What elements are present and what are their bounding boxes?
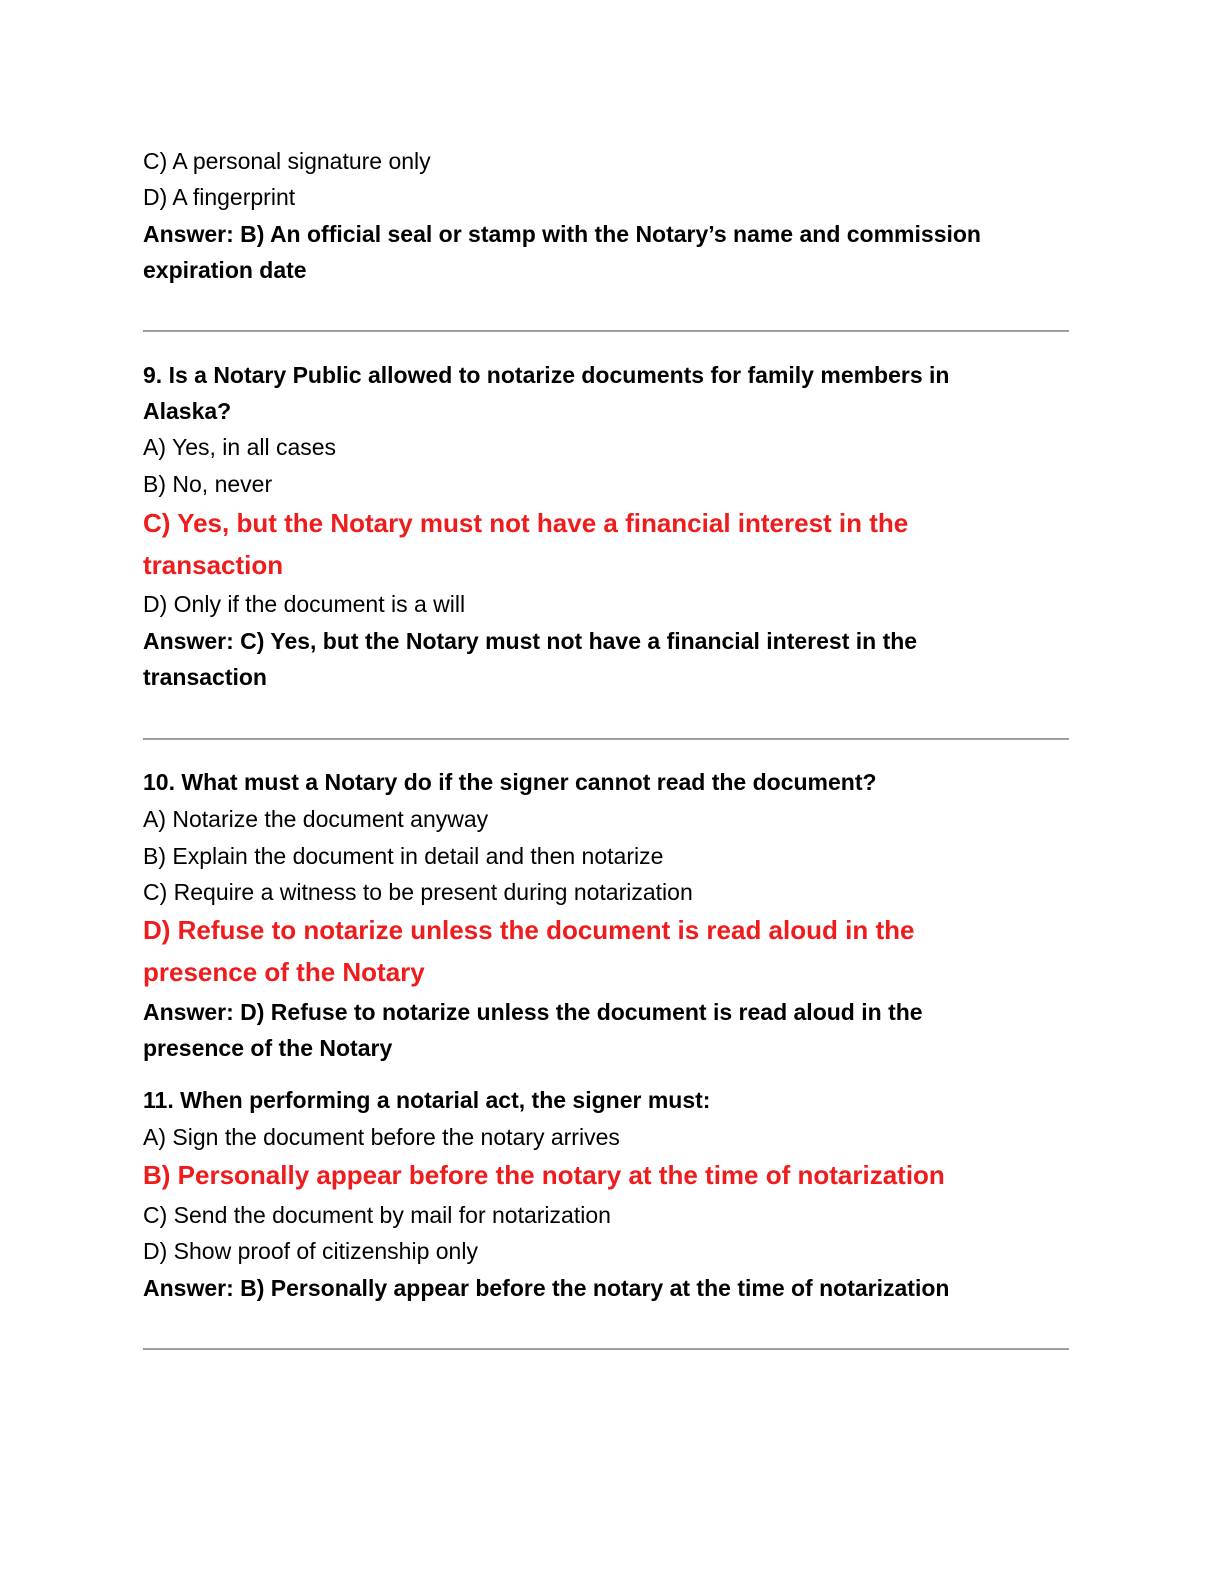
q9-answer-line2: transaction — [143, 664, 267, 690]
divider — [143, 330, 1069, 332]
divider — [143, 1348, 1069, 1350]
q11-option-b-correct: B) Personally appear before the notary at the time of notarization — [143, 1160, 945, 1190]
document-page — [143, 0, 1069, 1584]
q11-option-d: D) Show proof of citizenship only — [143, 1238, 478, 1264]
q10-option-d-correct-line2: presence of the Notary — [143, 957, 425, 987]
q10-option-c: C) Require a witness to be present during notarization — [143, 879, 693, 905]
q10-answer-line1: Answer: D) Refuse to notarize unless the document is read aloud in the — [143, 999, 923, 1025]
q9-question-line1: 9. Is a Notary Public allowed to notarize documents for family members in — [143, 362, 950, 388]
q11-option-c: C) Send the document by mail for notarization — [143, 1202, 611, 1228]
q10-option-a: A) Notarize the document anyway — [143, 806, 489, 832]
q9-option-c-correct-line2: transaction — [143, 550, 284, 580]
q9-question-line2: Alaska? — [143, 398, 232, 424]
q8-answer-line1: Answer: B) An official seal or stamp with the Notary’s name and commission — [143, 221, 981, 247]
q10-option-d-correct-line1: D) Refuse to notarize unless the document is read aloud in the — [143, 915, 915, 945]
divider — [143, 738, 1069, 740]
q11-answer: Answer: B) Personally appear before the notary at the time of notarization — [143, 1275, 950, 1301]
q9-option-a: A) Yes, in all cases — [143, 434, 337, 460]
q9-option-b: B) No, never — [143, 471, 273, 497]
q10-option-b: B) Explain the document in detail and then notarize — [143, 843, 664, 869]
q9-option-d: D) Only if the document is a will — [143, 591, 466, 617]
q10-answer-line2: presence of the Notary — [143, 1035, 393, 1061]
q8-answer-line2: expiration date — [143, 257, 307, 283]
q11-option-a: A) Sign the document before the notary arrives — [143, 1124, 620, 1150]
q11-question: 11. When performing a notarial act, the signer must: — [143, 1087, 711, 1113]
q9-option-c-correct-line1: C) Yes, but the Notary must not have a financial interest in the — [143, 508, 909, 538]
q8-option-d: D) A fingerprint — [143, 184, 296, 210]
q8-option-c: C) A personal signature only — [143, 148, 431, 174]
q9-answer-line1: Answer: C) Yes, but the Notary must not have a financial interest in the — [143, 628, 918, 654]
q10-question: 10. What must a Notary do if the signer cannot read the document? — [143, 769, 877, 795]
